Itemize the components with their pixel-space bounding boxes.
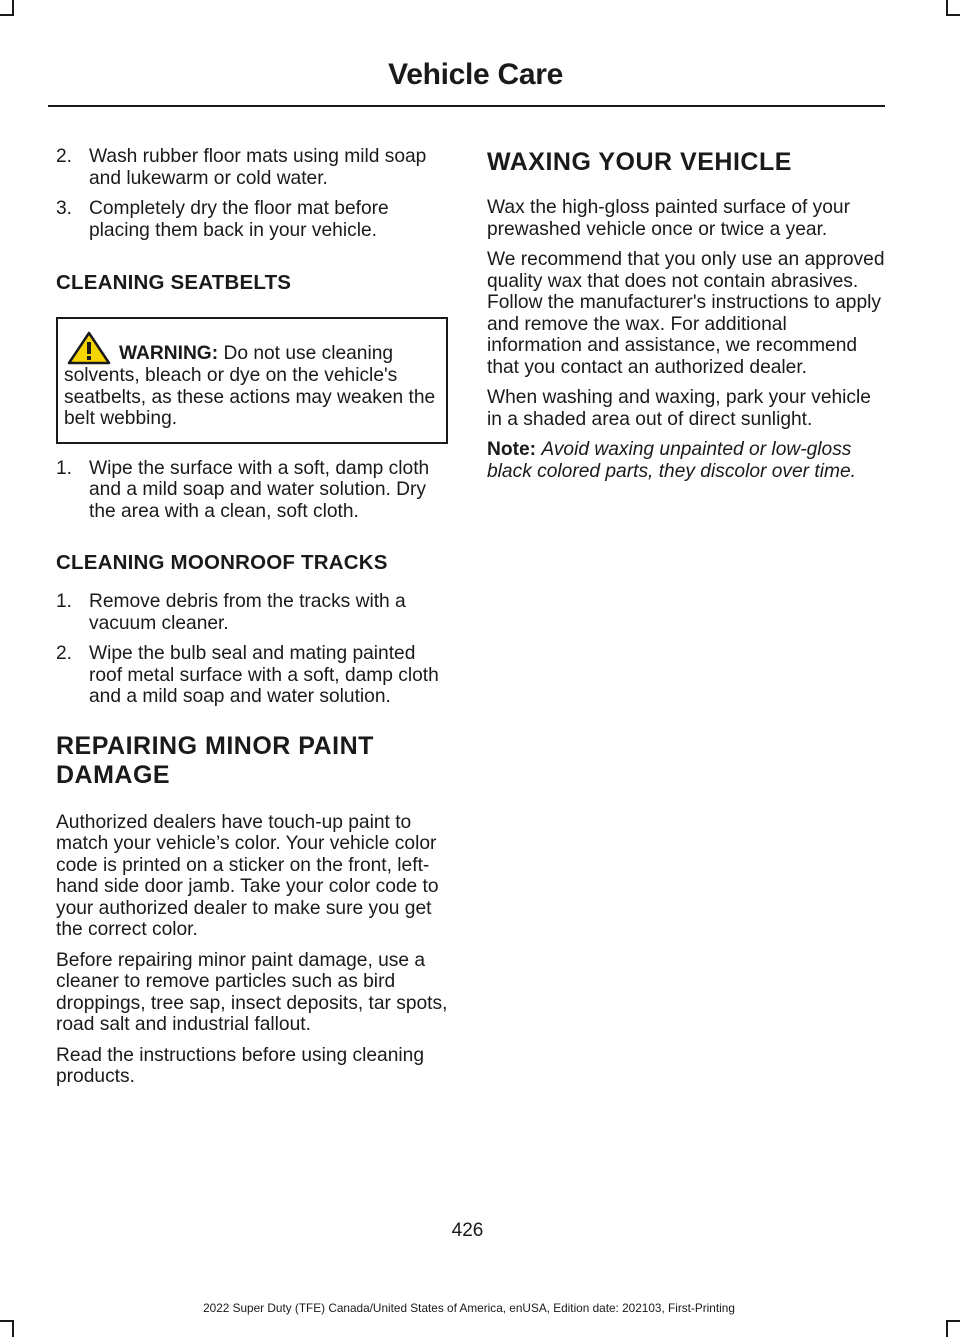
edition-footer: 2022 Super Duty (TFE) Canada/United States of America, enUSA, Edition date: 202103, First-Printing <box>203 1301 735 1315</box>
seatbelt-steps <box>56 458 448 523</box>
section-heading-paint <box>56 732 448 790</box>
step-number: 1. <box>56 591 73 612</box>
paint-paragraph: Before repairing minor paint damage, use a cleaner to remove particles such as bird droppings, tree sap, insect deposits, tar spots, road salt and industrial fallout. <box>56 949 448 1035</box>
crop-mark-top-left-h <box>0 14 14 16</box>
section-heading-seatbelts: CLEANING SEATBELTS <box>56 271 292 294</box>
section-heading-moonroof: CLEANING MOONROOF TRACKS <box>56 551 388 574</box>
waxing-paragraph: We recommend that you only use an approved quality wax that does not contain abrasives. Follow the manufacturer's instructions to apply and remove the wax. For additional information and assistance, we recommend that you contact an authorized dealer. <box>487 249 885 378</box>
step-number: 2. <box>56 146 73 167</box>
note-label: Note: <box>487 439 537 460</box>
waxing-note <box>487 439 885 482</box>
list-item <box>56 643 448 708</box>
waxing-paragraph: Wax the high-gloss painted surface of your prewashed vehicle once or twice a year. <box>487 197 850 240</box>
step-number: 1. <box>56 457 73 479</box>
page-number: 426 <box>451 1220 484 1241</box>
step-text: Wipe the bulb seal and mating painted roof metal surface with a soft, damp cloth and a mild soap and water solution. <box>89 643 439 707</box>
crop-mark-top-right-h <box>946 14 960 16</box>
warning-triangle-icon <box>67 331 111 365</box>
step-text: Wipe the surface with a soft, damp cloth and a mild soap and water solution. Dry the area with a clean, soft cloth. <box>89 457 430 522</box>
header-rule <box>48 105 885 107</box>
step-text: Wash rubber floor mats using mild soap and lukewarm or cold water. <box>89 146 427 189</box>
note-text: Avoid waxing unpainted or low-gloss black colored parts, they discolor over time. <box>487 439 856 482</box>
step-text: Completely dry the floor mat before placing them back in your vehicle. <box>89 198 389 241</box>
section-heading-waxing: WAXING YOUR VEHICLE <box>487 148 792 176</box>
paint-paragraph: Read the instructions before using cleaning products. <box>56 1044 424 1087</box>
crop-mark-bottom-left-h <box>0 1320 14 1322</box>
warning-label: WARNING: <box>119 343 219 364</box>
step-text: Remove debris from the tracks with a vacuum cleaner. <box>89 591 406 634</box>
warning-box <box>56 317 448 444</box>
floor-mat-steps <box>56 146 448 241</box>
crop-mark-bottom-left-v <box>12 1320 14 1337</box>
warning-text-block <box>64 331 440 430</box>
left-column <box>56 146 448 1097</box>
list-item <box>56 458 448 523</box>
moonroof-steps <box>56 591 448 708</box>
list-item <box>56 198 448 241</box>
paint-heading-line1: REPAIRING MINOR PAINT <box>56 731 374 760</box>
paint-heading-line2: DAMAGE <box>56 760 171 789</box>
step-number: 3. <box>56 198 73 219</box>
list-item <box>56 591 448 634</box>
right-column <box>487 146 885 491</box>
page-title: Vehicle Care <box>388 58 563 91</box>
crop-mark-bottom-right-h <box>946 1320 960 1322</box>
paint-paragraph: Authorized dealers have touch-up paint to match your vehicle’s color. Your vehicle color code is printed on a sticker on the front, left-hand side door jamb. Take your color code to your authorized dealer to make sure you get the correct color. <box>56 811 439 940</box>
page-header <box>48 58 885 92</box>
waxing-paragraph: When washing and waxing, park your vehicle in a shaded area out of direct sunlight. <box>487 387 871 430</box>
warning-text: Do not use cleaning solvents, bleach or dye on the vehicle's seatbelts, as these actions may weaken the belt webbing. <box>64 343 436 429</box>
crop-mark-bottom-right-v <box>946 1320 948 1337</box>
list-item <box>56 146 448 189</box>
step-number: 2. <box>56 643 73 664</box>
